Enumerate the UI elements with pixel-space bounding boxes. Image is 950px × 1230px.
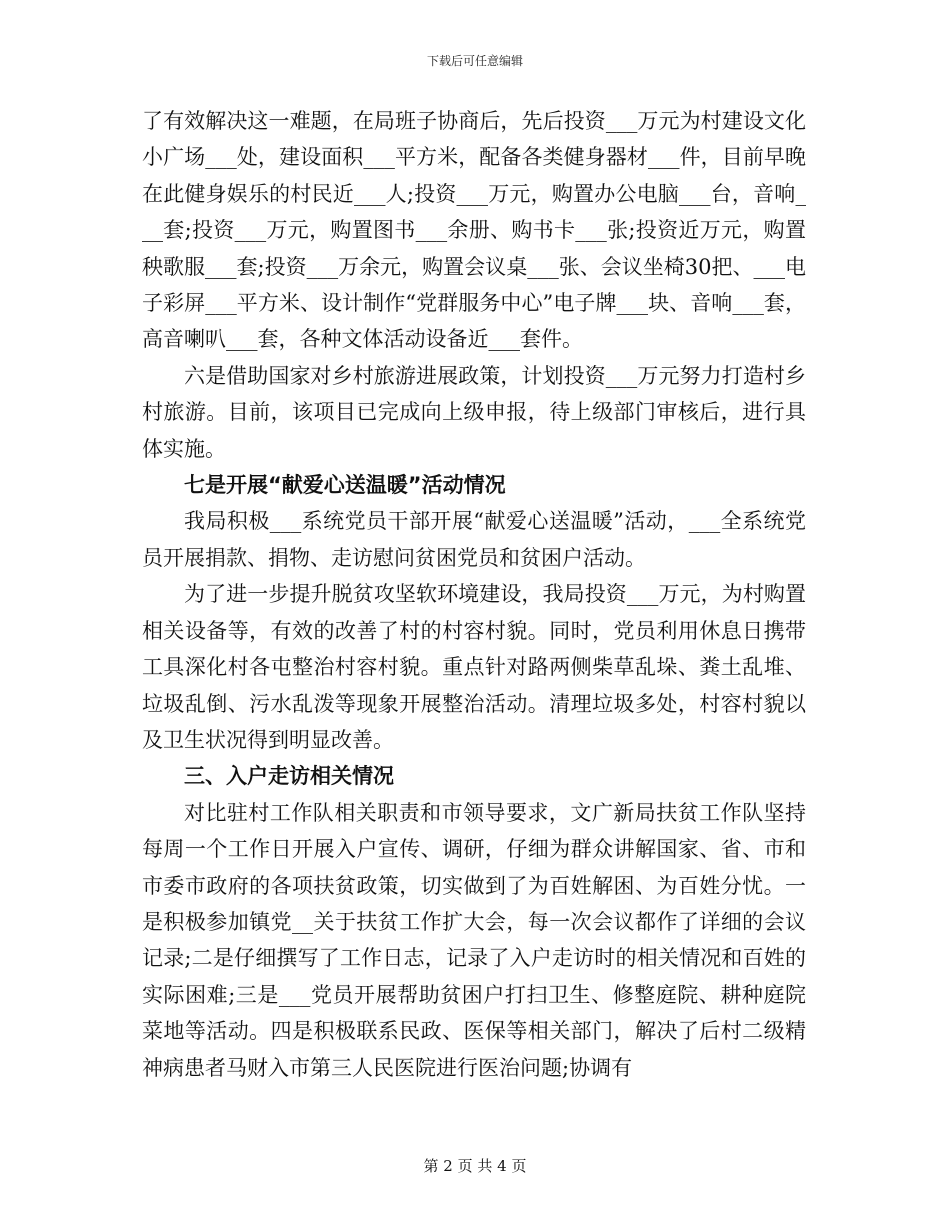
section-heading-7: 七是开展“献爱心送温暖”活动情况: [184, 473, 506, 498]
paragraph-1: 了有效解决这一难题，在局班子协商后，先后投资___万元为村建设文化小广场___处，建设面积___平方米，配备各类健身器材___件，目前早晚在此健身娱乐的村民近___人;投资___万元，购置办公电脑___台，音响___套;投资___万元，购置图书___余册、购书卡___张;投资近万元，购置秧歌服___套;投资___万余元，购置会议桌___张、会议坐椅30把、___电子彩屏___平方米、设计制作“党群服务中心”电子牌___块、音响___套，高音喇叭___套，各种文体活动设备近___套件。: [142, 109, 806, 352]
paragraph-3: 我局积极___系统党员干部开展“献爱心送温暖”活动，___全系统党员开展捐款、捐物、走访慰问贫困党员和贫困户活动。: [142, 509, 806, 570]
paragraph-5: 对比驻村工作队相关职责和市领导要求，文广新局扶贫工作队坚持每周一个工作日开展入户宣传、调研，仔细为群众讲解国家、省、市和市委市政府的各项扶贫政策，切实做到了为百姓解困、为百姓分忧。一是积极参加镇党__关于扶贫工作扩大会，每一次会议都作了详细的会议记录;二是仔细撰写了工作日志，记录了入户走访时的相关情况和百姓的实际困难;三是___党员开展帮助贫困户打扫卫生、修整庭院、耕种庭院菜地等活动。四是积极联系民政、医保等相关部门，解决了后村二级精神病患者马财入市第三人民医院进行医治问题;协调有: [142, 800, 806, 1080]
document-body: [142, 103, 806, 1086]
section-heading-3: 三、入户走访相关情况: [184, 764, 394, 789]
paragraph-4: 为了进一步提升脱贫攻坚软环境建设，我局投资___万元，为村购置相关设备等，有效的改善了村的村容村貌。同时，党员利用休息日携带工具深化村各屯整治村容村貌。重点针对路两侧柴草乱垛、粪土乱堆、垃圾乱倒、污水乱泼等现象开展整治活动。清理垃圾多处，村容村貌以及卫生状况得到明显改善。: [142, 582, 806, 752]
header-note: 下载后可任意编辑: [426, 54, 523, 68]
paragraph-2: 六是借助国家对乡村旅游进展政策，计划投资___万元努力打造村乡村旅游。目前，该项目已完成向上级申报，待上级部门审核后，进行具体实施。: [142, 363, 806, 461]
page-number: 第 2 页 共 4 页: [423, 1157, 527, 1175]
